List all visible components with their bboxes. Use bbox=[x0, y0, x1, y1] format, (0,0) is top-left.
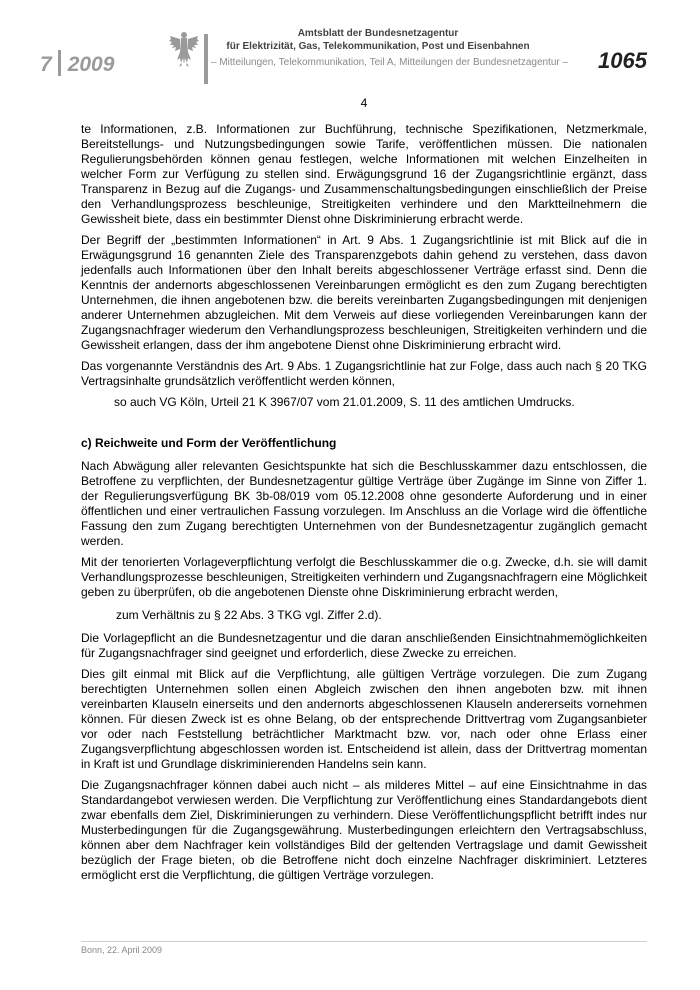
citation-2: zum Verhältnis zu § 22 Abs. 3 TKG vgl. Ziffer 2.d). bbox=[116, 608, 382, 622]
paragraph-7: Dies gilt einmal mit Blick auf die Verpflichtung, alle gültigen Verträge vorzulegen. Die zum Zugang berechtigten Unternehmen sollen einen Abgleich zwischen den ihnen angeboten bzw. mit ihnen vereinbarten Klauseln einerseits und den andernorts abgeschlossenen Klauseln andererseits vornehmen können. Für diesen Zweck ist es ohne Belang, ob der entsprechende Drittvertrag vom Zugangsanbieter vor oder nach Feststellung beträchtlicher Marktmacht bzw. vor, nach oder ohne Erlass einer Zugangsverpflichtung abgeschlossen worden ist. Entscheidend ist allein, dass der Drittvertrag momentan in Kraft ist und Grundlage diskriminierenden Handelns sein kann. bbox=[81, 667, 647, 771]
page-header bbox=[0, 0, 700, 90]
page-number: 1065 bbox=[598, 48, 647, 73]
footer-divider bbox=[81, 941, 647, 942]
document-body bbox=[81, 96, 647, 889]
paragraph-8: Die Zugangsnachfrager können dabei auch nicht – als milderes Mittel – auf eine Einsichtnahme in das Standardangebot verwiesen werden. Die Verpflichtung zur Veröffentlichung eines Standardangebots dient zwar ebenfalls dem Ziel, Diskriminierungen zu verhindern. Diese Veröffentlichungspflicht betrifft indes nur Musterbedingungen für die Zugangsgewährung. Musterbedingungen erleichtern den Vertragsabschluss, können aber dem Nachfrager kein vollständiges Bild der geltenden Vertragslage und damit Gewissheit bezüglich der Frage bieten, ob die Betroffene nicht doch einzelne Nachfrager diskriminiert. Letzteres ermöglicht erst die Verpflichtung, die gültigen Verträge vorzulegen. bbox=[81, 778, 647, 882]
issue-divider bbox=[58, 50, 61, 76]
paragraph-2: Der Begriff der „bestimmten Informationen“ in Art. 9 Abs. 1 Zugangsrichtlinie ist mit Blick auf die in Erwägungsgrund 16 genannten Ziele des Transparenzgebots dahin gehend zu verstehen, dass davon jedenfalls auch Informationen über den Inhalt bereits abgeschlossener Verträge erfasst sind. Denn die Kenntnis der andernorts abgeschlossenen Vereinbarungen ermöglicht es den zum Zugang berechtigten Unternehmen, die ihnen angebotenen bzw. die bereits vereinbarten Zugangsbedingungen mit denjenigen anderer Unternehmen abzugleichen. Mit dem Verweis auf diese vorliegenden Vereinbarungen kann der Zugangsnachfrager wiederum den Verhandlungsprozess beschleunigen, Streitigkeiten verhindern und die Gewissheit erlangen, dass der ihm angebotene Dienst ohne Diskriminierung erbracht wird. bbox=[81, 233, 647, 352]
paragraph-4: Nach Abwägung aller relevanten Gesichtspunkte hat sich die Beschlusskammer dazu entschlossen, die Betroffene zu verpflichten, der Bundesnetzagentur gültige Verträge über Zugänge im Sinne von Ziffer 1. der Regulierungsverfügung BK 3b-08/019 vom 05.12.2008 ohne gesonderte Auforderung und in einer öffentlichen und einer vertraulichen Fassung vorzulegen. Im Anschluss an die Vorlage wird die öffentliche Fassung den zum Zugang berechtigten Unternehmen von der Bundesnetzagentur zugänglich gemacht werden. bbox=[81, 459, 647, 548]
paragraph-6: Die Vorlagepflicht an die Bundesnetzagentur und die daran anschließenden Einsichtnahmemöglichkeiten für Zugangsnachfrager sind geeignet und erforderlich, diese Zwecke zu erreichen. bbox=[81, 631, 647, 660]
footer-date: Bonn, 22. April 2009 bbox=[81, 945, 163, 955]
title-line-2: für Elektrizität, Gas, Telekommunikation, Post und Eisenbahnen bbox=[226, 41, 530, 52]
inner-page-number: 4 bbox=[360, 96, 368, 110]
issue-label bbox=[40, 50, 114, 77]
issue-number: 7 bbox=[40, 53, 52, 76]
citation-1: so auch VG Köln, Urteil 21 K 3967/07 vom 21.01.2009, S. 11 des amtlichen Umdrucks. bbox=[114, 395, 575, 409]
issue-year: 2009 bbox=[67, 53, 115, 76]
federal-eagle-icon bbox=[169, 30, 199, 68]
title-line-1: Amtsblatt der Bundesnetzagentur bbox=[297, 28, 459, 39]
paragraph-5: Mit der tenorierten Vorlageverpflichtung verfolgt die Beschlusskammer die o.g. Zwecke, d.h. sie will damit Verhandlungsprozesse beschleunigen, Streitigkeiten verhindern und Zugangsnachfragern eine Möglichkeit geben zu überprüfen, ob die angebotenen Dienste ohne Diskriminierung erbracht werden, bbox=[81, 555, 647, 599]
section-heading: c) Reichweite und Form der Veröffentlichung bbox=[81, 436, 337, 450]
section-subtitle: – Mitteilungen, Telekommunikation, Teil A, Mitteilungen der Bundesnetzagentur – bbox=[211, 57, 569, 68]
paragraph-3: Das vorgenannte Verständnis des Art. 9 Abs. 1 Zugangsrichtlinie hat zur Folge, dass auch nach § 20 TKG Vertragsinhalte grundsätzlich veröffentlicht werden können, bbox=[81, 359, 647, 388]
header-divider bbox=[204, 34, 208, 84]
publication-title bbox=[215, 27, 541, 53]
paragraph-1: te Informationen, z.B. Informationen zur Buchführung, technische Spezifikationen, Netzmerkmale, Bereitstellungs- und Nutzungsbedingungen sowie Tarife, veröffentlichen müssen. Die nationalen Regulierungsbehörden können genau festlegen, welche Informationen mit welchen Einzelheiten in welcher Form zur Verfügung zu stellen sind. Erwägungsgrund 16 der Zugangsrichtlinie ergänzt, dass Transparenz in Bezug auf die Zugangs- und Zusammenschaltungsbedingungen einschließlich der Preise den Verhandlungsprozess beschleunige, Streitigkeiten verhindere und den Marktteilnehmern die Gewissheit biete, dass ein bestimmter Dienst ohne Diskriminierung erbracht werde. bbox=[81, 122, 647, 226]
